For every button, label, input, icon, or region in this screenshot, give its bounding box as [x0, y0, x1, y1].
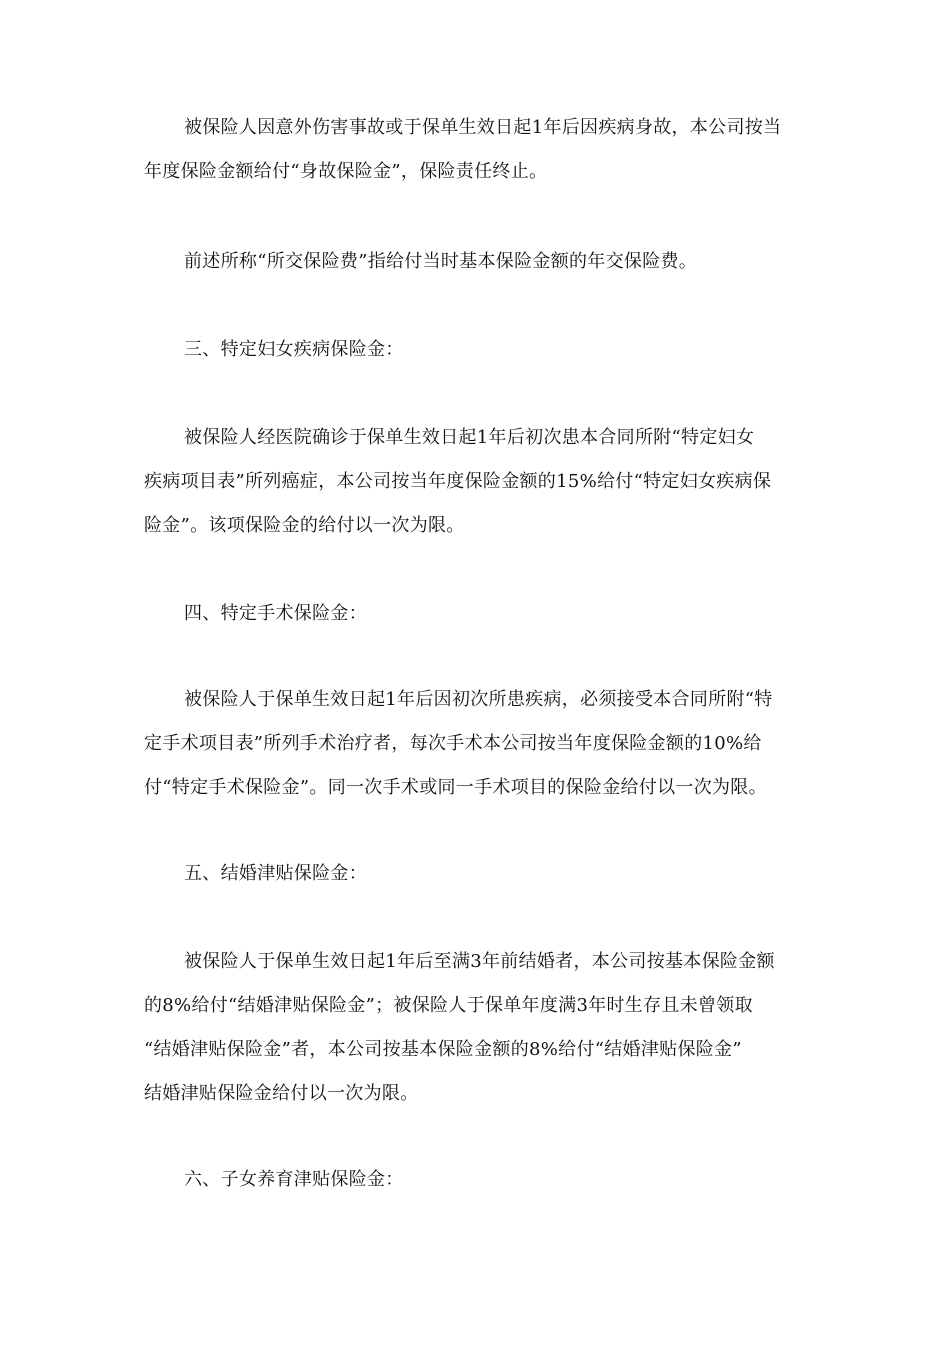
section-heading-marriage: 五、结婚津贴保险金： [184, 863, 367, 884]
paragraph-women-disease [144, 416, 814, 548]
paragraph-death-benefit [144, 106, 814, 194]
text-line: 定手术项目表”所列手术治疗者，每次手术本公司按当年度保险金额的10%给 [144, 733, 762, 754]
text-line: 疾病项目表”所列癌症，本公司按当年度保险金额的15%给付“特定妇女疾病保 [144, 471, 772, 492]
text-line: 被保险人经医院确诊于保单生效日起1年后初次患本合同所附“特定妇女 [184, 427, 755, 448]
text-line: 被保险人因意外伤害事故或于保单生效日起1年后因疾病身故，本公司按当 [184, 117, 782, 138]
section-heading-child-rearing: 六、子女养育津贴保险金： [184, 1169, 404, 1190]
section-heading-women-disease: 三、特定妇女疾病保险金： [184, 339, 404, 360]
section-heading-surgery: 四、特定手术保险金： [184, 603, 367, 624]
text-line: 前述所称“所交保险费”指给付当时基本保险金额的年交保险费。 [184, 251, 698, 272]
text-line: “结婚津贴保险金”者，本公司按基本保险金额的8%给付“结婚津贴保险金” [144, 1039, 742, 1060]
paragraph-premium-definition [144, 240, 814, 284]
text-line: 被保险人于保单生效日起1年后至满3年前结婚者，本公司按基本保险金额 [184, 951, 775, 972]
paragraph-marriage [144, 940, 814, 1116]
text-line: 险金”。该项保险金的给付以一次为限。 [144, 515, 465, 536]
paragraph-surgery [144, 678, 814, 810]
text-line: 结婚津贴保险金给付以一次为限。 [144, 1083, 419, 1104]
text-line: 的8%给付“结婚津贴保险金”；被保险人于保单年度满3年时生存且未曾领取 [144, 995, 753, 1016]
text-line: 年度保险金额给付“身故保险金”，保险责任终止。 [144, 161, 548, 182]
text-line: 被保险人于保单生效日起1年后因初次所患疾病，必须接受本合同所附“特 [184, 689, 773, 710]
text-line: 付“特定手术保险金”。同一次手术或同一手术项目的保险金给付以一次为限。 [144, 777, 767, 798]
